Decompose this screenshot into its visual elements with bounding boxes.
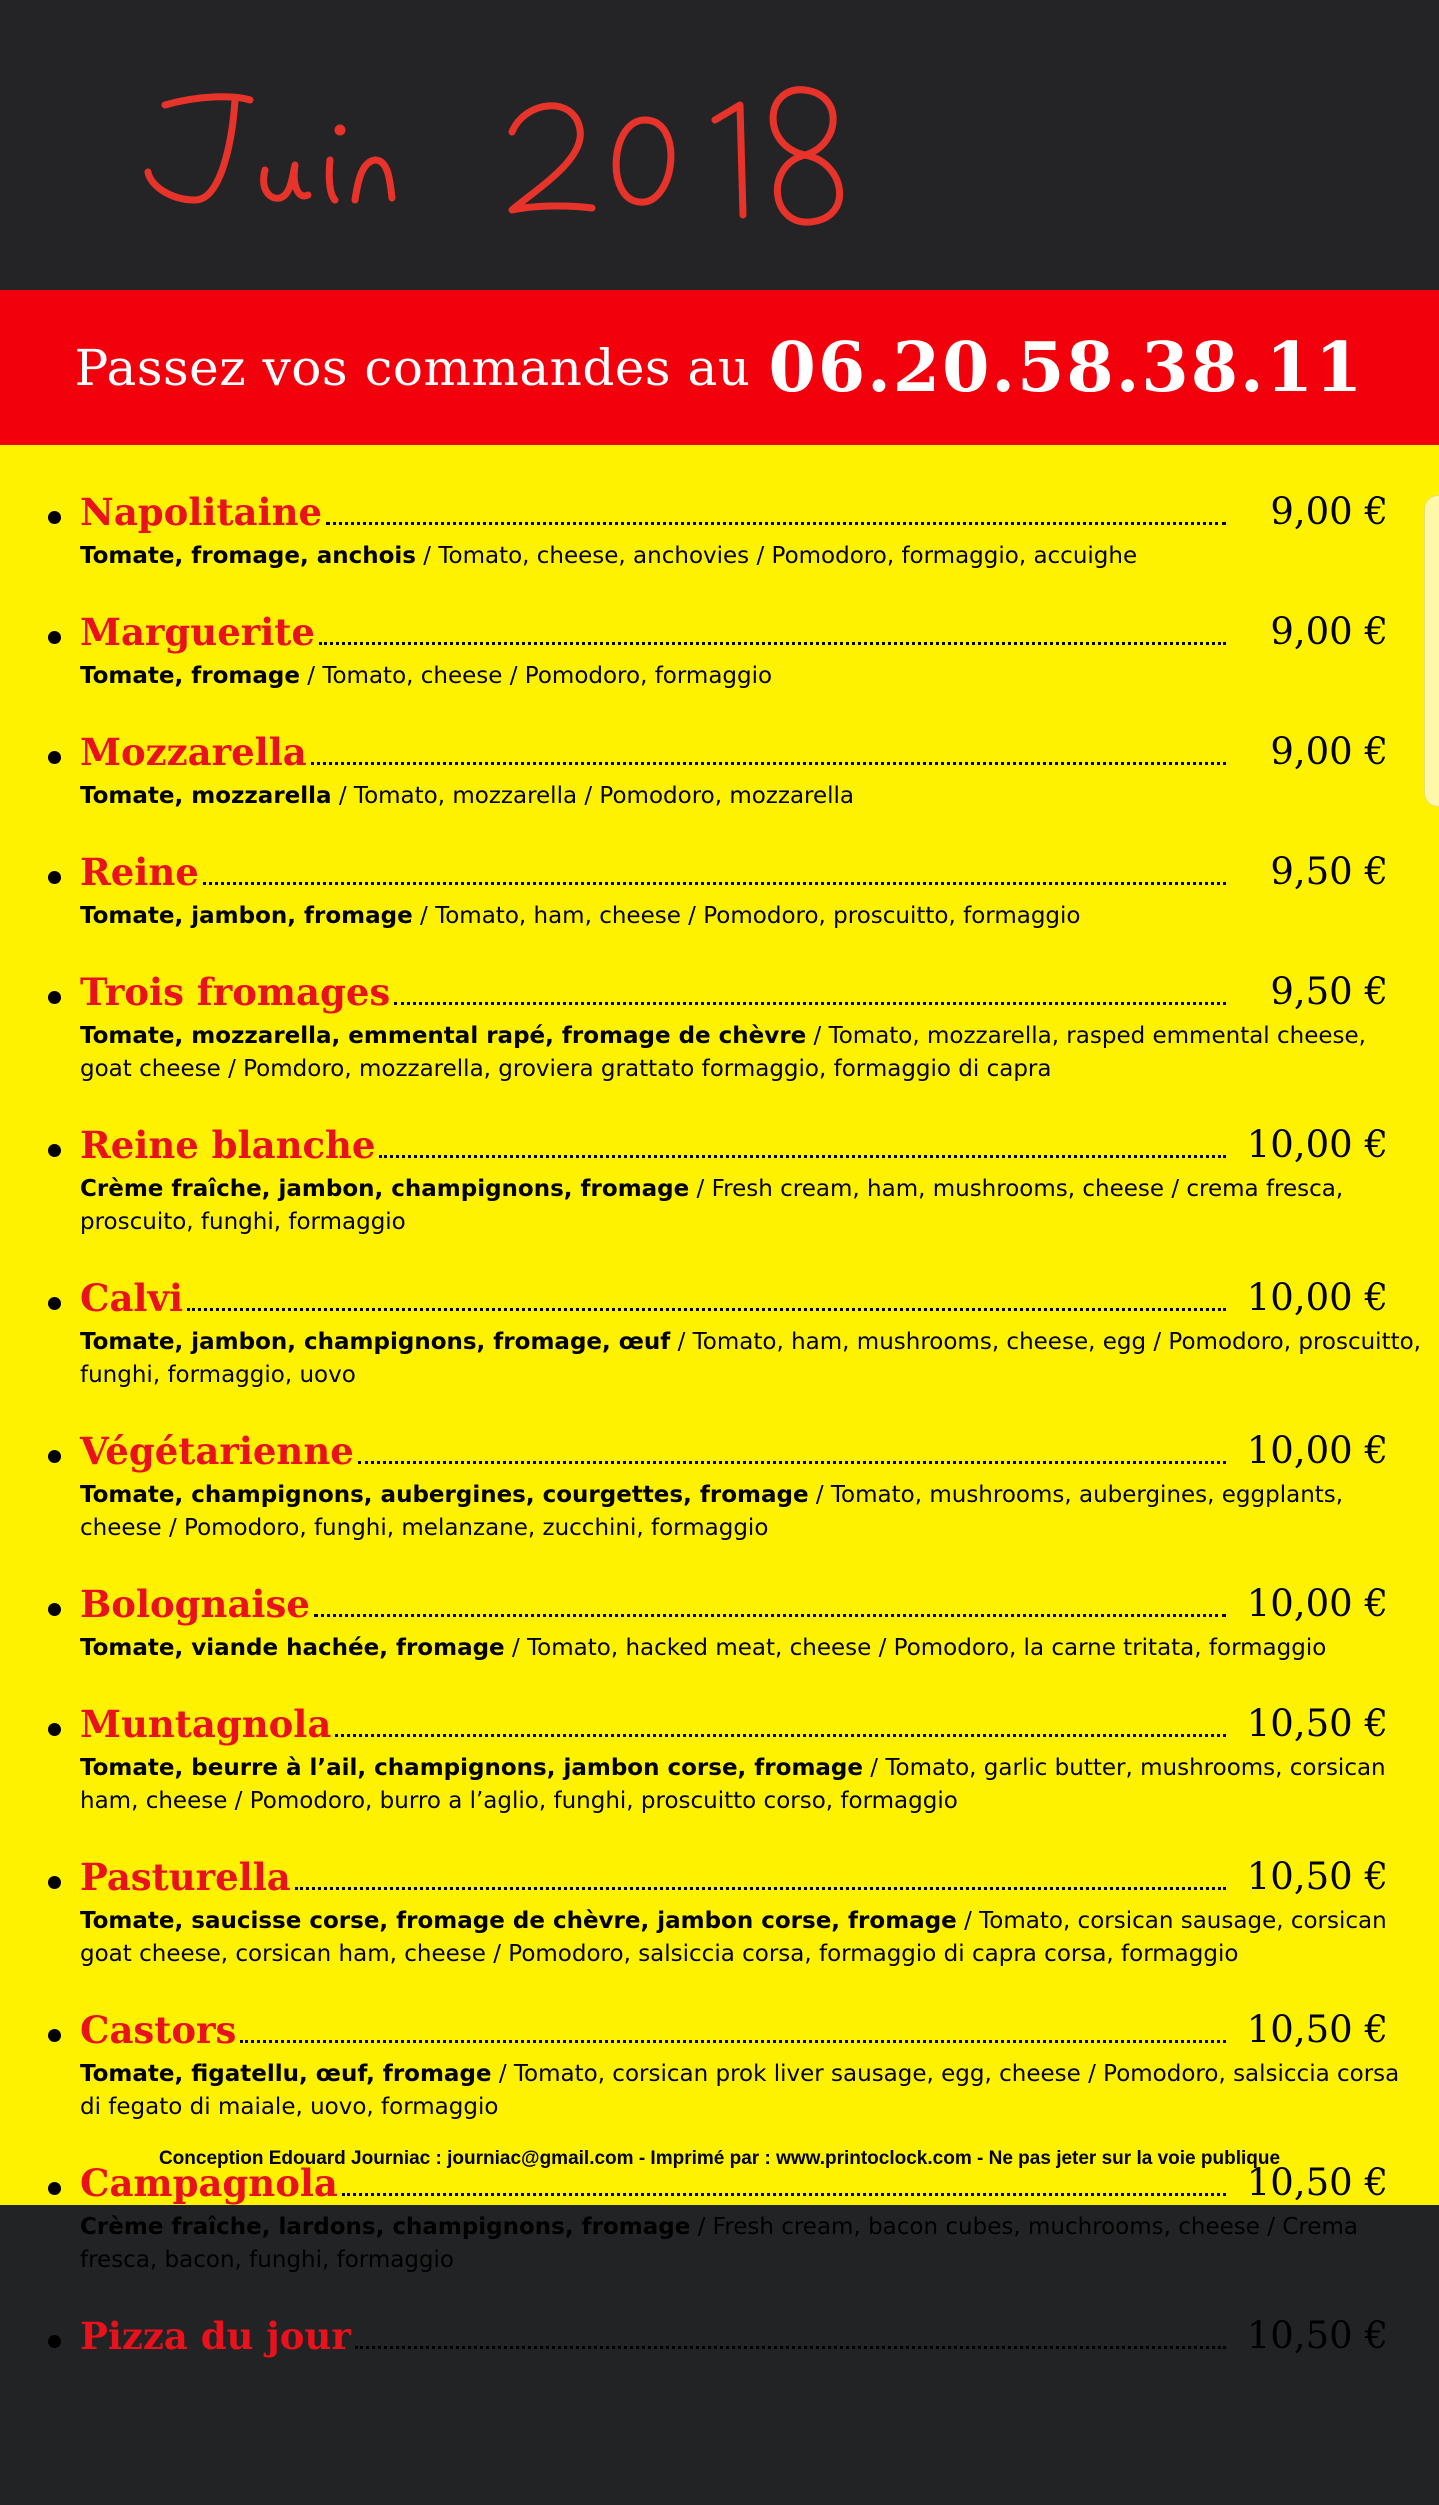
item-name: Reine	[80, 850, 199, 894]
item-price: 10,00 €	[1246, 1429, 1388, 1472]
bullet-icon	[48, 2335, 61, 2348]
dot-leader	[203, 882, 1226, 885]
item-name: Pasturella	[80, 1855, 291, 1899]
ingredients-translation: / Tomato, hacked meat, cheese / Pomodoro, la carne tritata, formaggio	[504, 1635, 1327, 1661]
ingredients-fr: Crème fraîche, lardons, champignons, fromage	[80, 2214, 691, 2240]
item-description	[80, 2211, 1425, 2277]
bullet-icon	[48, 751, 61, 764]
dot-leader	[295, 1887, 1226, 1890]
ingredients-translation: / Tomato, garlic butter, mushrooms, corsican ham, cheese / Pomodoro, burro a l’aglio, funghi, proscuitto corso, formaggio	[80, 1755, 1386, 1814]
ingredients-fr: Tomate, beurre à l’ail, champignons, jambon corse, fromage	[80, 1755, 863, 1781]
dot-leader	[342, 2193, 1226, 2196]
ingredients-translation: / Tomato, cheese, anchovies / Pomodoro, formaggio, accuighe	[415, 543, 1138, 569]
menu-item	[48, 606, 1388, 693]
bullet-icon	[48, 991, 61, 1004]
ingredients-fr: Tomate, jambon, champignons, fromage, œuf	[80, 1329, 671, 1355]
item-name: Bolognaise	[80, 1582, 310, 1626]
menu-item	[48, 2004, 1400, 2124]
dot-leader	[358, 1461, 1226, 1464]
bullet-icon	[48, 1603, 61, 1616]
bullet-icon	[48, 631, 61, 644]
item-price: 9,00 €	[1270, 490, 1388, 533]
ingredients-translation: / Fresh cream, bacon cubes, muchrooms, cheese / Crema fresca, bacon, funghi, formaggio	[80, 2214, 1358, 2273]
item-name: Napolitaine	[80, 490, 323, 534]
item-description	[80, 780, 1425, 813]
ingredients-fr: Tomate, viande hachée, fromage	[80, 1635, 505, 1661]
item-price: 10,00 €	[1246, 1276, 1388, 1319]
bullet-icon	[48, 1723, 61, 1736]
ingredients-translation: / Tomato, mozzarella / Pomodoro, mozzarella	[331, 783, 855, 809]
bullet-icon	[48, 1876, 61, 1889]
dot-leader	[187, 1308, 1226, 1311]
menu-item	[48, 486, 1388, 573]
dot-leader	[335, 1734, 1226, 1737]
phone-number[interactable]: 06.20.58.38.11	[768, 327, 1365, 408]
bullet-icon	[48, 1450, 61, 1463]
item-name: Muntagnola	[80, 1702, 332, 1746]
ingredients-translation: / Fresh cream, ham, mushrooms, cheese / crema fresca, proscuito, funghi, formaggio	[80, 1176, 1344, 1235]
footer-credits: Conception Edouard Journiac : journiac@gmail.com - Imprimé par : www.printoclock.com - Ne pas jeter sur la voie publique	[158, 2148, 1281, 2169]
bullet-icon	[48, 871, 61, 884]
menu-item	[48, 1272, 1421, 1392]
menu-item	[48, 1425, 1388, 1545]
item-price: 9,00 €	[1270, 610, 1388, 653]
ingredients-translation: / Tomato, mozzarella, rasped emmental cheese, goat cheese / Pomdoro, mozzarella, groviera grattato formaggio, formaggio di capra	[80, 1023, 1366, 1082]
item-description	[80, 1905, 1425, 1971]
dot-leader	[355, 2346, 1226, 2349]
ingredients-fr: Tomate, fromage, anchois	[80, 543, 416, 569]
item-price: 9,50 €	[1270, 970, 1388, 1013]
pizza-menu	[48, 486, 1421, 2395]
item-price: 10,50 €	[1246, 2314, 1388, 2357]
order-text: Passez vos commandes au	[74, 338, 751, 397]
bullet-icon	[48, 2029, 61, 2042]
item-price: 9,00 €	[1270, 730, 1388, 773]
menu-item	[48, 1578, 1388, 1665]
item-description	[80, 660, 1425, 693]
dot-leader	[319, 642, 1226, 645]
item-description	[80, 2058, 1425, 2124]
item-description	[80, 1020, 1425, 1086]
item-description	[80, 540, 1425, 573]
ingredients-fr: Crème fraîche, jambon, champignons, fromage	[80, 1176, 690, 1202]
dot-leader	[311, 762, 1226, 765]
dot-leader	[314, 1614, 1226, 1617]
item-description	[80, 1479, 1425, 1545]
ingredients-translation: / Tomato, mushrooms, aubergines, eggplants, cheese / Pomodoro, funghi, melanzane, zucchini, formaggio	[80, 1482, 1344, 1541]
item-price: 10,50 €	[1246, 2161, 1388, 2204]
ingredients-translation: / Tomato, corsican sausage, corsican goat cheese, corsican ham, cheese / Pomodoro, salsiccia corsa, formaggio di capra corsa, formaggio	[80, 1908, 1387, 1967]
ingredients-fr: Tomate, mozzarella, emmental rapé, fromage de chèvre	[80, 1023, 807, 1049]
menu-item	[48, 966, 1388, 1086]
item-description	[80, 1632, 1425, 1665]
ingredients-translation: / Tomato, corsican prok liver sausage, egg, cheese / Pomodoro, salsiccia corsa di fegato di maiale, uovo, formaggio	[80, 2061, 1400, 2120]
ingredients-fr: Tomate, fromage	[80, 663, 300, 689]
ingredients-translation: / Tomato, ham, cheese / Pomodoro, proscuitto, formaggio	[412, 903, 1081, 929]
item-name: Pizza du jour	[80, 2314, 351, 2358]
handwritten-date-juin-2018	[140, 50, 860, 250]
ingredients-fr: Tomate, mozzarella	[80, 783, 332, 809]
menu-item	[48, 2157, 1388, 2277]
item-name: Castors	[80, 2008, 237, 2052]
menu-item	[48, 846, 1388, 933]
dot-leader	[394, 1002, 1226, 1005]
item-name: Mozzarella	[80, 730, 307, 774]
item-name: Campagnola	[80, 2161, 338, 2205]
item-description	[80, 1173, 1425, 1239]
item-name: Reine blanche	[80, 1123, 376, 1167]
menu-item	[48, 726, 1388, 813]
item-name: Trois fromages	[80, 970, 391, 1014]
item-name: Calvi	[80, 1276, 184, 1320]
top-dark-area	[0, 0, 1439, 290]
item-price: 10,50 €	[1246, 1855, 1388, 1898]
item-price: 10,00 €	[1246, 1582, 1388, 1625]
bullet-icon	[48, 1297, 61, 1310]
dot-leader	[379, 1155, 1226, 1158]
menu-item	[48, 2310, 1388, 2362]
item-name: Végétarienne	[80, 1429, 354, 1473]
edge-pull-tab[interactable]	[1424, 495, 1439, 807]
item-price: 10,50 €	[1246, 1702, 1388, 1745]
item-description	[80, 1752, 1425, 1818]
bullet-icon	[48, 511, 61, 524]
item-description	[80, 1326, 1425, 1392]
ingredients-translation: / Tomato, cheese / Pomodoro, formaggio	[299, 663, 773, 689]
menu-item	[48, 1698, 1388, 1818]
item-description	[80, 900, 1425, 933]
dot-leader	[240, 2040, 1226, 2043]
ingredients-fr: Tomate, saucisse corse, fromage de chèvre, jambon corse, fromage	[80, 1908, 957, 1934]
ingredients-fr: Tomate, figatellu, œuf, fromage	[80, 2061, 492, 2087]
item-price: 10,00 €	[1246, 1123, 1388, 1166]
item-price: 9,50 €	[1270, 850, 1388, 893]
bullet-icon	[48, 2182, 61, 2195]
ingredients-fr: Tomate, jambon, fromage	[80, 903, 413, 929]
ingredients-translation: / Tomato, ham, mushrooms, cheese, egg / Pomodoro, proscuitto, funghi, formaggio, uovo	[80, 1329, 1421, 1388]
menu-item	[48, 1119, 1388, 1239]
order-banner	[0, 290, 1439, 445]
dot-leader	[326, 522, 1226, 525]
item-price: 10,50 €	[1246, 2008, 1388, 2051]
bullet-icon	[48, 1144, 61, 1157]
menu-item	[48, 1851, 1388, 1971]
item-name: Marguerite	[80, 610, 315, 654]
ingredients-fr: Tomate, champignons, aubergines, courgettes, fromage	[80, 1482, 809, 1508]
